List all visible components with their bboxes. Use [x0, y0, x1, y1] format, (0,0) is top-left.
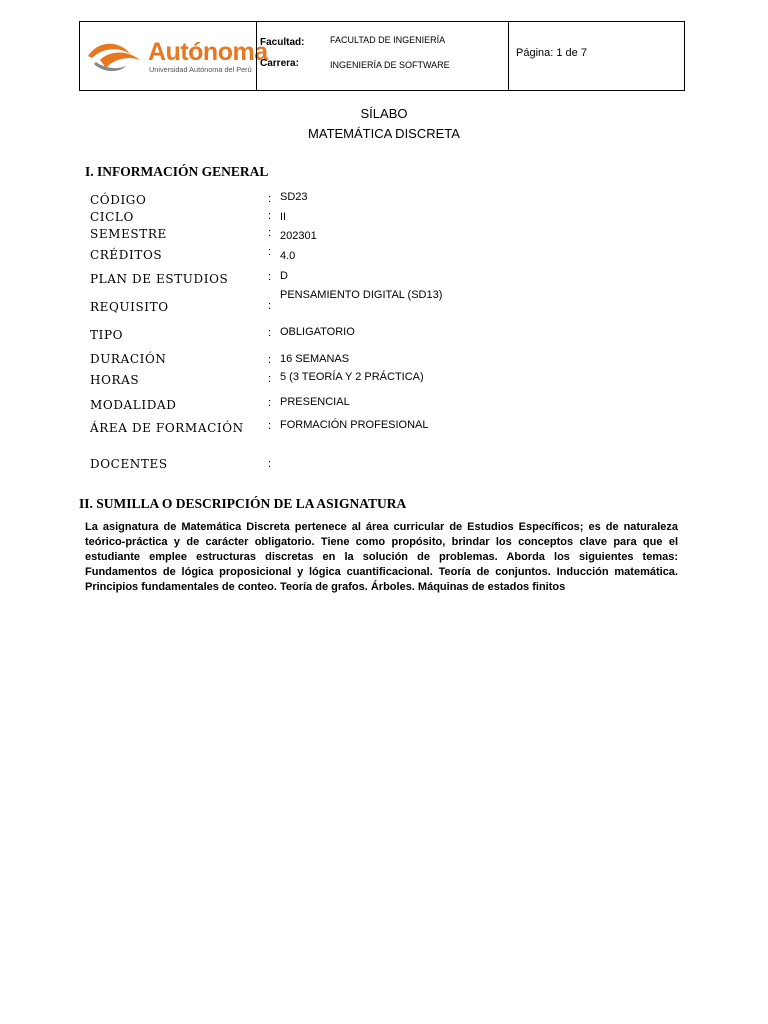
- logo-subtitle: Universidad Autónoma del Perú: [149, 65, 252, 74]
- field-colon: :: [268, 300, 272, 312]
- field-label: CICLO: [90, 210, 134, 224]
- field-value: PENSAMIENTO DIGITAL (SD13): [280, 289, 443, 301]
- field-value: 5 (3 TEORÍA Y 2 PRÁCTICA): [280, 371, 424, 383]
- field-value: D: [280, 270, 288, 282]
- logo-swirl-icon: [86, 38, 144, 78]
- field-colon: :: [268, 327, 272, 339]
- course-title: MATEMÁTICA DISCRETA: [308, 126, 460, 141]
- field-colon: :: [268, 193, 272, 205]
- carrera-value: INGENIERÍA DE SOFTWARE: [330, 60, 450, 70]
- logo-brand-text: Autónoma: [148, 38, 268, 66]
- field-colon: :: [268, 227, 272, 239]
- field-label: PLAN DE ESTUDIOS: [90, 272, 229, 286]
- field-colon: :: [268, 271, 272, 283]
- field-label: REQUISITO: [90, 300, 169, 314]
- field-value: OBLIGATORIO: [280, 326, 355, 338]
- field-label: MODALIDAD: [90, 398, 177, 412]
- field-colon: :: [268, 246, 272, 258]
- field-colon: :: [268, 420, 272, 432]
- field-value: SD23: [280, 191, 308, 203]
- field-value: 16 SEMANAS: [280, 353, 350, 365]
- field-colon: :: [268, 373, 272, 385]
- facultad-value: FACULTAD DE INGENIERÍA: [330, 35, 446, 45]
- field-value: PRESENCIAL: [280, 396, 350, 408]
- field-label: TIPO: [90, 328, 124, 342]
- course-summary-paragraph: La asignatura de Matemática Discreta pertenece al área curricular de Estudios Específicos; es de naturaleza teórico-práctica y de carácter obligatorio. Tiene como propósito, brindar los conceptos clave para que el estudiante emplee estructuras discretas en la solución de problemas. Aborda los siguientes temas: Fundamentos de lógica proposicional y lógica cuantificacional. Teoría de conjuntos. Inducción matemática. Principios fundamentales de conteo. Teoría de grafos. Árboles. Máquinas de estados finitos: [85, 521, 678, 593]
- section-heading: I. INFORMACIÓN GENERAL: [85, 164, 269, 179]
- section-heading: II. SUMILLA O DESCRIPCIÓN DE LA ASIGNATURA: [79, 496, 407, 511]
- field-value: 4.0: [280, 250, 296, 262]
- field-label: SEMESTRE: [90, 227, 167, 241]
- field-label: HORAS: [90, 373, 140, 387]
- field-label: CRÉDITOS: [90, 248, 163, 262]
- field-label: DOCENTES: [90, 457, 168, 471]
- field-colon: :: [268, 458, 272, 470]
- field-value: II: [280, 211, 287, 223]
- university-logo: [86, 38, 268, 78]
- field-value: 202301: [280, 230, 317, 242]
- carrera-label: Carrera:: [260, 58, 299, 69]
- field-label: ÁREA DE FORMACIÓN: [90, 421, 244, 435]
- field-colon: :: [268, 210, 272, 222]
- field-label: DURACIÓN: [90, 352, 167, 366]
- header-divider: [256, 22, 257, 90]
- field-colon: :: [268, 354, 272, 366]
- field-label: CÓDIGO: [90, 193, 147, 207]
- document-title: SÍLABO: [360, 106, 408, 121]
- facultad-label: Facultad:: [260, 37, 305, 48]
- document-header: [79, 21, 685, 91]
- header-divider: [508, 22, 509, 90]
- page-number: Página: 1 de 7: [516, 47, 587, 59]
- field-value: FORMACIÓN PROFESIONAL: [280, 419, 429, 431]
- field-colon: :: [268, 397, 272, 409]
